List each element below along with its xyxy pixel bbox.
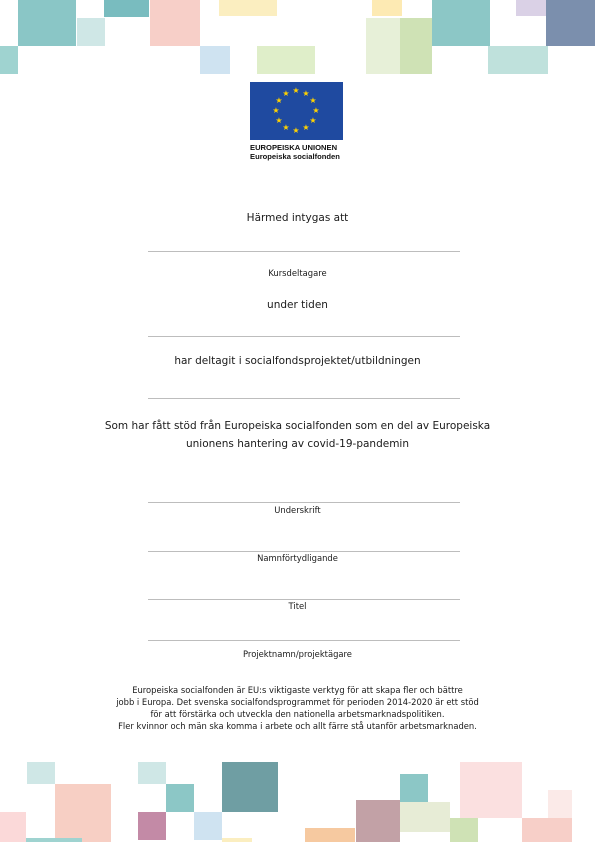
support-text-line2: unionens hantering av covid-19-pandemin (185, 438, 410, 450)
eu-logo (250, 82, 345, 161)
logo-title: EUROPEISKA UNIONEN (250, 143, 338, 152)
participant-label: Kursdeltagare (268, 268, 327, 278)
intro-text: Härmed intygas att (246, 212, 349, 224)
footer-line4: Fler kvinnor och män ska komma i arbete och allt färre stå utanför arbetsmarknaden. (118, 721, 477, 731)
name-clarification-label: Namnförtydligande (257, 553, 338, 563)
participated-text: har deltagit i socialfondsprojektet/utbildningen (174, 355, 421, 367)
signature-label: Underskrift (274, 505, 321, 515)
period-line (148, 336, 460, 337)
eu-flag-icon: ★ ★ ★ ★ ★ ★ ★ ★ ★ ★ ★ ★ (250, 82, 343, 140)
signature-line (148, 502, 460, 503)
project-owner-label: Projektnamn/projektägare (243, 649, 352, 659)
name-line (148, 551, 460, 552)
project-line (148, 398, 460, 399)
title-line (148, 599, 460, 600)
logo-subtitle: Europeiska socialfonden (250, 152, 340, 161)
footer-line2: jobb i Europa. Det svenska socialfondsprogrammet för perioden 2014-2020 är ett stöd (116, 697, 479, 707)
project-owner-line (148, 640, 460, 641)
support-text-line1: Som har fått stöd från Europeiska socialfonden som en del av Europeiska (104, 420, 491, 432)
participant-name-line (148, 251, 460, 252)
period-text: under tiden (267, 299, 328, 311)
title-label: Titel (288, 601, 307, 611)
footer-line1: Europeiska socialfonden är EU:s viktigaste verktyg för att skapa fler och bättre (132, 685, 463, 695)
footer-line3: för att förstärka och utveckla den nationella arbetsmarknadspolitiken. (150, 709, 445, 719)
